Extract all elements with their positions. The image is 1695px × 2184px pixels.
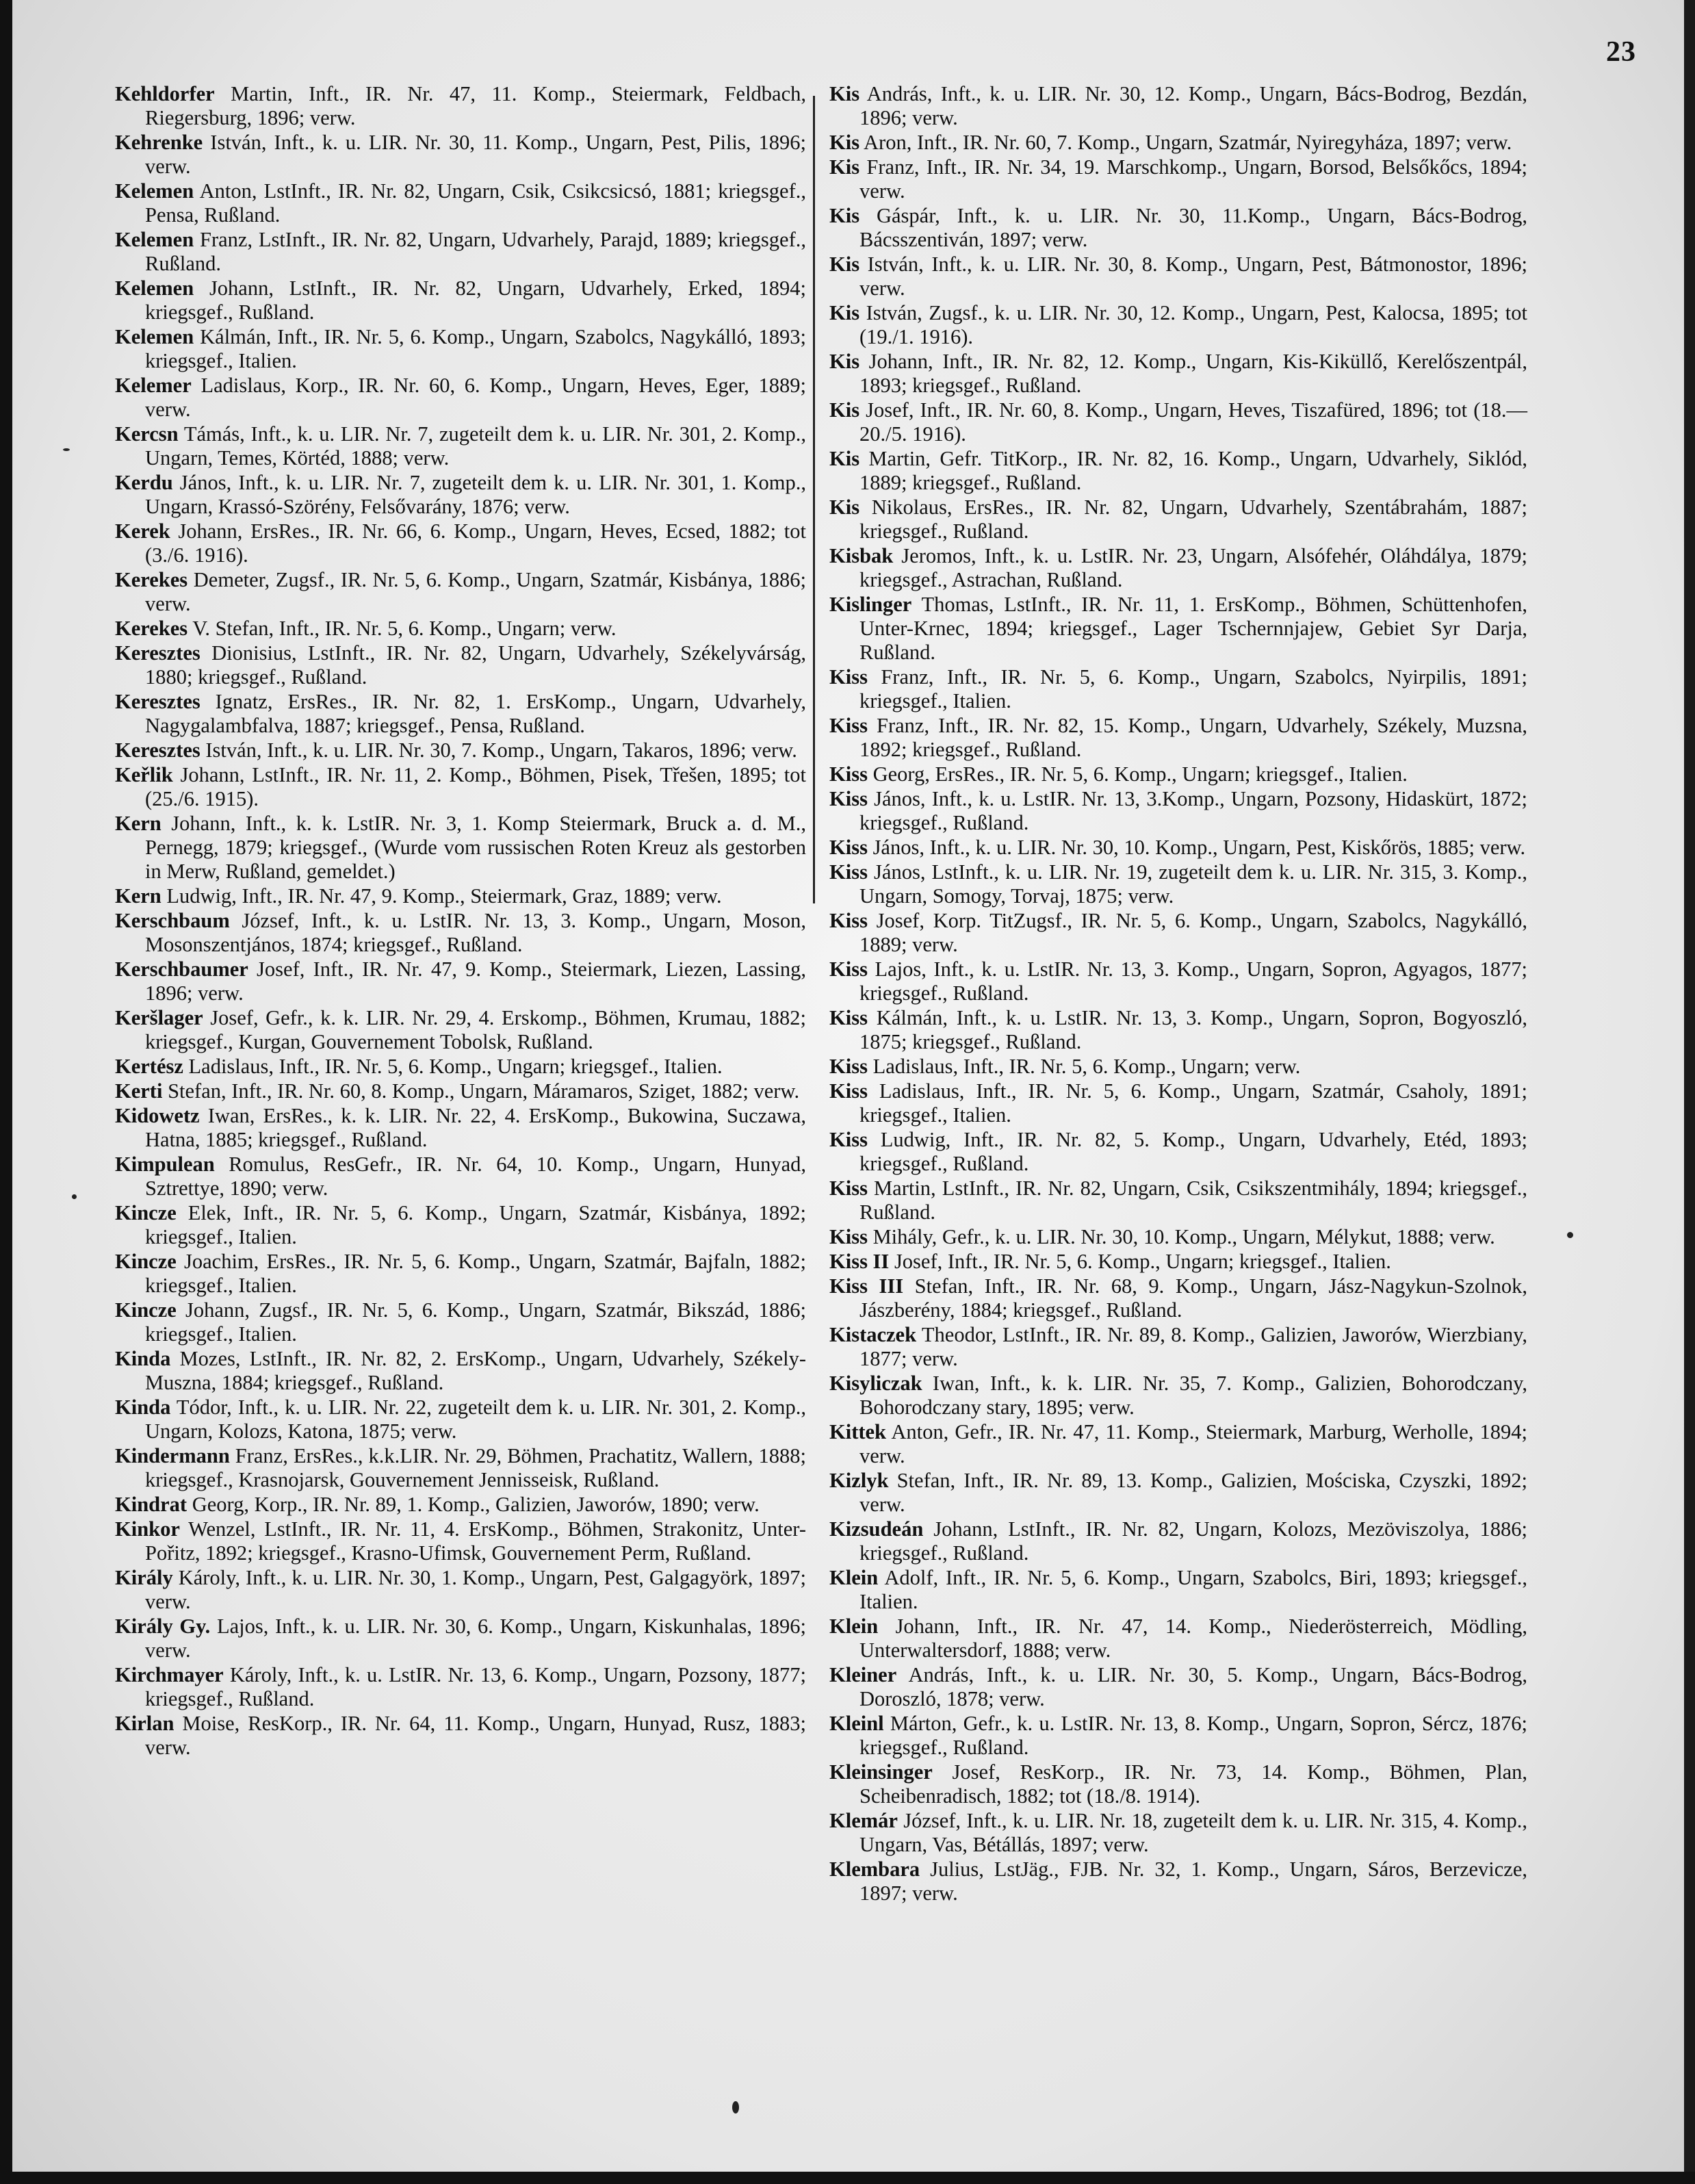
register-entry (829, 155, 1527, 203)
entry-surname: Kis (829, 155, 860, 179)
entry-surname: Kinkor (115, 1517, 180, 1541)
entry-surname: Kiss (829, 1079, 868, 1103)
entry-details: Franz, Inft., IR. Nr. 5, 6. Komp., Ungarn, Szabolcs, Nyirpilis, 1891; kriegsgef., Italien. (859, 665, 1527, 712)
entry-details: V. Stefan, Inft., IR. Nr. 5, 6. Komp., Ungarn; verw. (187, 617, 617, 640)
register-entry (829, 1712, 1527, 1760)
entry-surname: Kiss (829, 787, 868, 810)
entry-surname: Kleinsinger (829, 1760, 933, 1784)
entry-details: Ludwig, Inft., IR. Nr. 47, 9. Komp., Steiermark, Graz, 1889; verw. (161, 884, 722, 908)
entry-surname: Kelemen (115, 228, 194, 251)
entry-details: István, Inft., k. u. LIR. Nr. 30, 8. Komp., Ungarn, Pest, Bátmonostor, 1896; verw. (859, 253, 1527, 300)
register-entry (829, 958, 1527, 1005)
entry-details: Josef, Inft., IR. Nr. 5, 6. Komp., Ungarn; kriegsgef., Italien. (889, 1250, 1391, 1273)
register-entry (829, 1128, 1527, 1176)
entry-details: Martin, Inft., IR. Nr. 47, 11. Komp., Steiermark, Feldbach, Riegersburg, 1896; verw. (145, 82, 806, 129)
entry-details: Aron, Inft., IR. Nr. 60, 7. Komp., Ungarn, Szatmár, Nyiregyháza, 1897; verw. (859, 131, 1512, 154)
register-entry (829, 1177, 1527, 1224)
entry-surname: Kinda (115, 1396, 171, 1419)
entry-details: Martin, LstInft., IR. Nr. 82, Ungarn, Csik, Csikszentmihály, 1894; kriegsgef., Rußland. (859, 1177, 1527, 1224)
register-entry (115, 1347, 806, 1395)
entry-details: Iwan, Inft., k. k. LIR. Nr. 35, 7. Komp., Galizien, Bohorodczany, Bohorodczany stary, 1895; verw. (859, 1372, 1527, 1419)
entry-details: Johann, Inft., IR. Nr. 47, 14. Komp., Niederösterreich, Mödling, Unterwaltersdorf, 1888; verw. (859, 1615, 1527, 1662)
entry-details: Lajos, Inft., k. u. LIR. Nr. 30, 6. Komp., Ungarn, Kiskunhalas, 1896; verw. (145, 1615, 807, 1662)
entry-details: Johann, Inft., k. k. LstIR. Nr. 3, 1. Komp Steiermark, Bruck a. d. M., Pernegg, 1879; kriegsgef., (Wurde vom russischen Roten Kreuz als gestorben in Merw, Rußland, gemeldet.) (145, 812, 806, 883)
register-entry (829, 1566, 1527, 1614)
entry-details: Georg, ErsRes., IR. Nr. 5, 6. Komp., Ungarn; kriegsgef., Italien. (867, 762, 1408, 786)
entry-surname: Kerschbaum (115, 909, 230, 932)
entry-details: Julius, LstJäg., FJB. Nr. 32, 1. Komp., Ungarn, Sáros, Berzevicze, 1897; verw. (859, 1858, 1527, 1905)
entry-surname: Kern (115, 812, 161, 835)
entry-details: Mihály, Gefr., k. u. LIR. Nr. 30, 10. Komp., Ungarn, Mélykut, 1888; verw. (867, 1225, 1495, 1248)
page-number: 23 (1606, 36, 1636, 68)
entry-details: Josef, Inft., IR. Nr. 60, 8. Komp., Ungarn, Heves, Tiszafüred, 1896; tot (18.—20./5. 1916). (859, 398, 1527, 446)
register-entry (115, 179, 806, 227)
entry-details: József, Inft., k. u. LstIR. Nr. 13, 3. Komp., Ungarn, Moson, Mosonszentjános, 1874; kriegsgef., Rußland. (145, 909, 806, 956)
entry-surname: Király (115, 1566, 173, 1589)
entry-surname: Kincze (115, 1298, 177, 1322)
entry-surname: Kiss (829, 958, 868, 981)
entry-details: Johann, Zugsf., IR. Nr. 5, 6. Komp., Ungarn, Szatmár, Bikszád, 1886; kriegsgef., Italien. (145, 1298, 806, 1346)
register-entry (829, 544, 1527, 592)
entry-details: András, Inft., k. u. LIR. Nr. 30, 5. Komp., Ungarn, Bács-Bodrog, Doroszló, 1878; verw. (859, 1663, 1527, 1710)
entry-details: Ignatz, ErsRes., IR. Nr. 82, 1. ErsKomp., Ungarn, Udvarhely, Nagygalambfalva, 1887; kriegsgef., Pensa, Rußland. (145, 690, 806, 737)
entry-details: Georg, Korp., IR. Nr. 89, 1. Komp., Galizien, Jaworów, 1890; verw. (187, 1493, 760, 1516)
entry-details: Mozes, LstInft., IR. Nr. 82, 2. ErsKomp., Ungarn, Udvarhely, Székely-Muszna, 1884; kriegsgef., Rußland. (145, 1347, 806, 1394)
entry-details: Franz, ErsRes., k.k.LIR. Nr. 29, Böhmen, Prachatitz, Wallern, 1888; kriegsgef., Krasnojarsk, Gouvernement Jennisseisk, Rußland. (145, 1444, 806, 1491)
entry-surname: Kiss (829, 1177, 868, 1200)
register-entry (829, 204, 1527, 252)
register-entry (115, 1615, 806, 1662)
entry-details: Adolf, Inft., IR. Nr. 5, 6. Komp., Ungarn, Szabolcs, Biri, 1893; kriegsgef., Italien. (859, 1566, 1527, 1613)
register-entry (115, 884, 806, 908)
register-entry (115, 1104, 806, 1152)
entry-surname: Kiss III (829, 1274, 904, 1298)
entry-details: Márton, Gefr., k. u. LstIR. Nr. 13, 8. Komp., Ungarn, Sopron, Sércz, 1876; kriegsgef., Rußland. (859, 1712, 1527, 1759)
entry-surname: Kerdu (115, 471, 173, 494)
entry-details: Stefan, Inft., IR. Nr. 89, 13. Komp., Galizien, Mościska, Czyszki, 1892; verw. (859, 1469, 1527, 1516)
entry-details: Anton, LstInft., IR. Nr. 82, Ungarn, Csik, Csikcsicsó, 1881; kriegsgef., Pensa, Rußland. (145, 179, 806, 227)
register-entry (829, 1615, 1527, 1662)
register-entry (115, 374, 806, 422)
register-entry (829, 350, 1527, 398)
register-entry (829, 1006, 1527, 1054)
entry-surname: Kis (829, 496, 860, 519)
entry-surname: Kiss (829, 762, 868, 786)
entry-surname: Kis (829, 350, 860, 373)
register-entry (829, 398, 1527, 446)
scan-border-left (0, 0, 12, 2184)
entry-details: Thomas, LstInft., IR. Nr. 11, 1. ErsKomp., Böhmen, Schüttenhofen, Unter-Krnec, 1894; kriegsgef., Lager Tschernnjajew, Gebiet Syr Darja, Rußland. (859, 593, 1527, 664)
register-entry (829, 860, 1527, 908)
entry-details: Ladislaus, Inft., IR. Nr. 5, 6. Komp., Ungarn; verw. (867, 1055, 1301, 1078)
entry-surname: Kiss (829, 1006, 868, 1029)
register-entry (115, 131, 806, 179)
register-entry (829, 1274, 1527, 1322)
entry-surname: Klemár (829, 1809, 898, 1832)
entry-surname: Keršlager (115, 1006, 203, 1029)
entry-surname: Kelemen (115, 277, 194, 300)
entry-surname: Kislinger (829, 593, 912, 616)
register-entry (829, 1372, 1527, 1419)
entry-details: Romulus, ResGefr., IR. Nr. 64, 10. Komp., Ungarn, Hunyad, Sztrettye, 1890; verw. (145, 1153, 806, 1200)
entry-surname: Kern (115, 884, 161, 908)
entry-surname: Kis (829, 301, 860, 324)
register-entry (829, 1079, 1527, 1127)
entry-surname: Kirlan (115, 1712, 174, 1735)
entry-surname: Kis (829, 131, 860, 154)
register-entry (829, 665, 1527, 713)
entry-details: Franz, Inft., IR. Nr. 82, 15. Komp., Ungarn, Udvarhely, Székely, Muzsna, 1892; kriegsgef., Rußland. (859, 714, 1527, 761)
entry-details: Kálmán, Inft., IR. Nr. 5, 6. Komp., Ungarn, Szabolcs, Nagykálló, 1893; kriegsgef., Italien. (145, 325, 806, 372)
entry-surname: Kertész (115, 1055, 183, 1078)
entry-details: Ludwig, Inft., IR. Nr. 82, 5. Komp., Ungarn, Udvarhely, Etéd, 1893; kriegsgef., Rußland. (859, 1128, 1527, 1175)
register-entry (829, 762, 1527, 786)
entry-surname: Kelemer (115, 374, 192, 397)
register-entry (115, 1396, 806, 1443)
register-entry (829, 253, 1527, 300)
register-entry (115, 568, 806, 616)
entry-surname: Kimpulean (115, 1153, 215, 1176)
entry-details: Károly, Inft., k. u. LstIR. Nr. 13, 6. Komp., Ungarn, Pozsony, 1877; kriegsgef., Rußland. (145, 1663, 806, 1710)
entry-surname: Kis (829, 398, 860, 422)
register-entry (829, 1517, 1527, 1565)
entry-surname: Keresztes (115, 738, 200, 762)
register-entry (115, 1201, 806, 1249)
register-entry (115, 958, 806, 1005)
entry-surname: Kindermann (115, 1444, 230, 1467)
entry-details: Franz, LstInft., IR. Nr. 82, Ungarn, Udvarhely, Parajd, 1889; kriegsgef., Rußland. (145, 228, 806, 275)
register-entry (829, 1663, 1527, 1711)
entry-details: Támás, Inft., k. u. LIR. Nr. 7, zugeteilt dem k. u. LIR. Nr. 301, 2. Komp., Ungarn, Temes, Körtéd, 1888; verw. (145, 422, 806, 470)
register-entry (115, 82, 806, 130)
entry-surname: Király Gy. (115, 1615, 211, 1638)
entry-details: Nikolaus, ErsRes., IR. Nr. 82, Ungarn, Udvarhely, Szentábrahám, 1887; kriegsgef., Rußland. (859, 496, 1527, 543)
register-entry (829, 131, 1527, 155)
entry-surname: Kerekes (115, 617, 188, 640)
entry-surname: Kis (829, 253, 860, 276)
register-entry (115, 738, 806, 762)
ink-speck (72, 1194, 77, 1199)
entry-surname: Kehldorfer (115, 82, 215, 105)
entry-surname: Kelemen (115, 179, 194, 203)
entry-details: András, Inft., k. u. LIR. Nr. 30, 12. Komp., Ungarn, Bács-Bodrog, Bezdán, 1896; verw. (859, 82, 1527, 129)
register-entry (115, 1663, 806, 1711)
entry-details: Dionisius, LstInft., IR. Nr. 82, Ungarn, Udvarhely, Székelyvárság, 1880; kriegsgef., Rußland. (145, 641, 806, 689)
entry-details: Joachim, ErsRes., IR. Nr. 5, 6. Komp., Ungarn, Szatmár, Bajfaln, 1882; kriegsgef., Italien. (145, 1250, 806, 1297)
entry-surname: Kleiner (829, 1663, 897, 1686)
ink-speck (1567, 1232, 1573, 1238)
register-entry (115, 1493, 806, 1517)
entry-details: Anton, Gefr., IR. Nr. 47, 11. Komp., Steiermark, Marburg, Werholle, 1894; verw. (859, 1420, 1527, 1467)
entry-surname: Kincze (115, 1250, 177, 1273)
entry-details: Iwan, ErsRes., k. k. LIR. Nr. 22, 4. ErsKomp., Bukowina, Suczawa, Hatna, 1885; kriegsgef., Rußland. (145, 1104, 806, 1151)
entry-details: Josef, Inft., IR. Nr. 47, 9. Komp., Steiermark, Liezen, Lassing, 1896; verw. (145, 958, 806, 1005)
entry-details: Johann, LstInft., IR. Nr. 82, Ungarn, Kolozs, Mezöviszolya, 1886; kriegsgef., Rußland. (859, 1517, 1527, 1565)
entry-surname: Kittek (829, 1420, 887, 1443)
ink-speck (63, 448, 70, 451)
entry-details: Johann, LstInft., IR. Nr. 82, Ungarn, Udvarhely, Erked, 1894; kriegsgef., Rußland. (145, 277, 806, 324)
entry-details: Ladislaus, Korp., IR. Nr. 60, 6. Komp., Ungarn, Heves, Eger, 1889; verw. (145, 374, 806, 421)
entry-details: Demeter, Zugsf., IR. Nr. 5, 6. Komp., Ungarn, Szatmár, Kisbánya, 1886; verw. (145, 568, 806, 615)
register-entry (829, 1250, 1527, 1274)
entry-details: József, Inft., k. u. LIR. Nr. 18, zugeteilt dem k. u. LIR. Nr. 315, 4. Komp., Ungarn, Vas, Bétállás, 1897; verw. (859, 1809, 1527, 1856)
register-entry (115, 1055, 806, 1079)
entry-surname: Kleinl (829, 1712, 884, 1735)
entry-surname: Kercsn (115, 422, 179, 446)
entry-surname: Kiss (829, 1225, 868, 1248)
entry-surname: Kehrenke (115, 131, 203, 154)
register-entry (115, 519, 806, 567)
entry-details: Wenzel, LstInft., IR. Nr. 11, 4. ErsKomp., Böhmen, Strakonitz, Unter-Pořitz, 1892; kriegsgef., Krasno-Ufimsk, Gouvernement Perm, Rußland. (145, 1517, 806, 1565)
entry-surname: Kerekes (115, 568, 188, 591)
entry-details: Gáspár, Inft., k. u. LIR. Nr. 30, 11.Komp., Ungarn, Bács-Bodrog, Bácsszentiván, 1897; verw. (859, 204, 1527, 251)
register-entry (115, 325, 806, 373)
register-entry (115, 690, 806, 738)
entry-surname: Kiss (829, 1128, 868, 1151)
register-entry (829, 1469, 1527, 1517)
register-entry (115, 1517, 806, 1565)
ink-speck (732, 2101, 739, 2114)
register-entry (829, 1809, 1527, 1857)
entry-details: Ladislaus, Inft., IR. Nr. 5, 6. Komp., Ungarn, Szatmár, Csaholy, 1891; kriegsgef., Italien. (859, 1079, 1527, 1127)
scan-border-right (1684, 0, 1695, 2184)
entry-surname: Klein (829, 1566, 879, 1589)
entry-surname: Kizsudeán (829, 1517, 924, 1541)
register-entry (829, 496, 1527, 543)
entry-surname: Kiss (829, 836, 868, 859)
entry-details: István, Inft., k. u. LIR. Nr. 30, 11. Komp., Ungarn, Pest, Pilis, 1896; verw. (145, 131, 806, 178)
register-entry (829, 593, 1527, 665)
entry-details: Josef, Gefr., k. k. LIR. Nr. 29, 4. Erskomp., Böhmen, Krumau, 1882; kriegsgef., Kurgan, Gouvernement Tobolsk, Rußland. (145, 1006, 806, 1053)
entry-surname: Kirchmayer (115, 1663, 224, 1686)
scan-border-bottom (0, 2172, 1695, 2184)
entry-details: Kálmán, Inft., k. u. LstIR. Nr. 13, 3. Komp., Ungarn, Sopron, Bogyoszló, 1875; kriegsgef., Rußland. (859, 1006, 1527, 1053)
register-entry (115, 1444, 806, 1492)
entry-details: Johann, ErsRes., IR. Nr. 66, 6. Komp., Ungarn, Heves, Ecsed, 1882; tot (3./6. 1916). (145, 519, 806, 567)
entry-details: János, LstInft., k. u. LIR. Nr. 19, zugeteilt dem k. u. LIR. Nr. 315, 3. Komp., Ungarn, Somogy, Torvaj, 1875; verw. (859, 860, 1527, 908)
register-entry (829, 1225, 1527, 1249)
entry-surname: Keresztes (115, 690, 200, 713)
register-entry (115, 228, 806, 276)
entry-surname: Kiss (829, 1055, 868, 1078)
entry-details: Jeromos, Inft., k. u. LstIR. Nr. 23, Ungarn, Alsófehér, Oláhdálya, 1879; kriegsgef., Astrachan, Rußland. (859, 544, 1527, 591)
register-entry (829, 82, 1527, 130)
register-entry (115, 617, 806, 641)
entry-surname: Kincze (115, 1201, 177, 1224)
entry-details: Károly, Inft., k. u. LIR. Nr. 30, 1. Komp., Ungarn, Pest, Galgagyörk, 1897; verw. (145, 1566, 806, 1613)
entry-details: Franz, Inft., IR. Nr. 34, 19. Marschkomp., Ungarn, Borsod, Belsőkőcs, 1894; verw. (859, 155, 1527, 203)
entry-surname: Kis (829, 447, 860, 470)
register-entry (115, 471, 806, 519)
entry-surname: Kinda (115, 1347, 171, 1370)
entry-details: István, Zugsf., k. u. LIR. Nr. 30, 12. Komp., Ungarn, Pest, Kalocsa, 1895; tot (19./1. 1916). (859, 301, 1527, 348)
entry-details: Martin, Gefr. TitKorp., IR. Nr. 82, 16. Komp., Ungarn, Udvarhely, Siklód, 1889; kriegsgef., Rußland. (859, 447, 1527, 494)
register-entry (829, 301, 1527, 349)
register-entry (829, 1055, 1527, 1079)
register-entry (115, 909, 806, 957)
entry-surname: Kiss (829, 860, 868, 884)
entry-details: Lajos, Inft., k. u. LstIR. Nr. 13, 3. Komp., Ungarn, Sopron, Agyagos, 1877; kriegsgef., Rußland. (859, 958, 1527, 1005)
entry-surname: Kizlyk (829, 1469, 889, 1492)
register-entry (115, 1566, 806, 1614)
register-entry (115, 763, 806, 811)
entry-surname: Klein (829, 1615, 879, 1638)
register-entry (115, 1712, 806, 1760)
entry-details: Johann, Inft., IR. Nr. 82, 12. Komp., Ungarn, Kis-Kiküllő, Kerelőszentpál, 1893; kriegsgef., Rußland. (859, 350, 1527, 397)
entry-surname: Kisbak (829, 544, 894, 567)
register-entry (115, 1298, 806, 1346)
register-entry (115, 277, 806, 324)
entry-surname: Kiss (829, 665, 868, 689)
entry-details: Stefan, Inft., IR. Nr. 60, 8. Komp., Ungarn, Máramaros, Sziget, 1882; verw. (162, 1079, 800, 1103)
entry-details: Tódor, Inft., k. u. LIR. Nr. 22, zugeteilt dem k. u. LIR. Nr. 301, 2. Komp., Ungarn, Kolozs, Katona, 1875; verw. (145, 1396, 806, 1443)
entry-surname: Kerschbaumer (115, 958, 248, 981)
entry-details: Stefan, Inft., IR. Nr. 68, 9. Komp., Ungarn, Jász-Nagykun-Szolnok, Jászberény, 1884; kriegsgef., Rußland. (859, 1274, 1528, 1322)
register-entry (115, 1153, 806, 1200)
register-entry (829, 1858, 1527, 1905)
column-divider (813, 96, 815, 903)
register-entry (115, 812, 806, 884)
entry-details: János, Inft., k. u. LIR. Nr. 7, zugeteilt dem k. u. LIR. Nr. 301, 1. Komp., Ungarn, Krassó-Szörény, Felsővarány, 1876; verw. (145, 471, 806, 518)
entry-surname: Kindrat (115, 1493, 187, 1516)
register-entry (829, 1323, 1527, 1371)
register-entry (829, 714, 1527, 762)
entry-details: Josef, Korp. TitZugsf., IR. Nr. 5, 6. Komp., Ungarn, Szabolcs, Nagykálló, 1889; verw. (859, 909, 1527, 956)
register-entry (829, 836, 1527, 860)
entry-surname: Kidowetz (115, 1104, 200, 1127)
entry-details: János, Inft., k. u. LstIR. Nr. 13, 3.Komp., Ungarn, Pozsony, Hidaskürt, 1872; kriegsgef., Rußland. (859, 787, 1527, 834)
register-entry (829, 909, 1527, 957)
register-entry (115, 422, 806, 470)
entry-details: Johann, LstInft., IR. Nr. 11, 2. Komp., Böhmen, Pisek, Třešen, 1895; tot (25./6. 1915). (145, 763, 806, 810)
entry-surname: Kis (829, 204, 860, 227)
register-entry (829, 1420, 1527, 1468)
entry-surname: Kiss (829, 909, 868, 932)
register-entry (829, 1760, 1527, 1808)
entry-surname: Kelemen (115, 325, 194, 348)
register-entry (115, 1250, 806, 1298)
register-entry (115, 1079, 806, 1103)
entry-surname: Kistaczek (829, 1323, 917, 1346)
right-column (829, 82, 1527, 1906)
entry-surname: Kiss (829, 714, 868, 737)
entry-details: János, Inft., k. u. LIR. Nr. 30, 10. Komp., Ungarn, Pest, Kiskőrös, 1885; verw. (867, 836, 1526, 859)
left-column (115, 82, 806, 1760)
entry-surname: Keresztes (115, 641, 200, 665)
entry-details: Moise, ResKorp., IR. Nr. 64, 11. Komp., Ungarn, Hunyad, Rusz, 1883; verw. (145, 1712, 806, 1759)
entry-surname: Kerti (115, 1079, 163, 1103)
entry-details: Josef, ResKorp., IR. Nr. 73, 14. Komp., Böhmen, Plan, Scheibenradisch, 1882; tot (18./8. 1914). (859, 1760, 1527, 1808)
entry-details: Elek, Inft., IR. Nr. 5, 6. Komp., Ungarn, Szatmár, Kisbánya, 1892; kriegsgef., Italien. (145, 1201, 806, 1248)
register-entry (115, 641, 806, 689)
entry-surname: Klembara (829, 1858, 920, 1881)
entry-details: Theodor, LstInft., IR. Nr. 89, 8. Komp., Galizien, Jaworów, Wierzbiany, 1877; verw. (859, 1323, 1527, 1370)
entry-surname: Keřlik (115, 763, 173, 786)
register-entry (829, 447, 1527, 495)
entry-surname: Kis (829, 82, 860, 105)
entry-surname: Kiss II (829, 1250, 890, 1273)
entry-surname: Kisyliczak (829, 1372, 922, 1395)
entry-details: István, Inft., k. u. LIR. Nr. 30, 7. Komp., Ungarn, Takaros, 1896; verw. (200, 738, 797, 762)
register-entry (829, 787, 1527, 835)
register-entry (115, 1006, 806, 1054)
entry-surname: Kerek (115, 519, 170, 543)
entry-details: Ladislaus, Inft., IR. Nr. 5, 6. Komp., Ungarn; kriegsgef., Italien. (183, 1055, 723, 1078)
